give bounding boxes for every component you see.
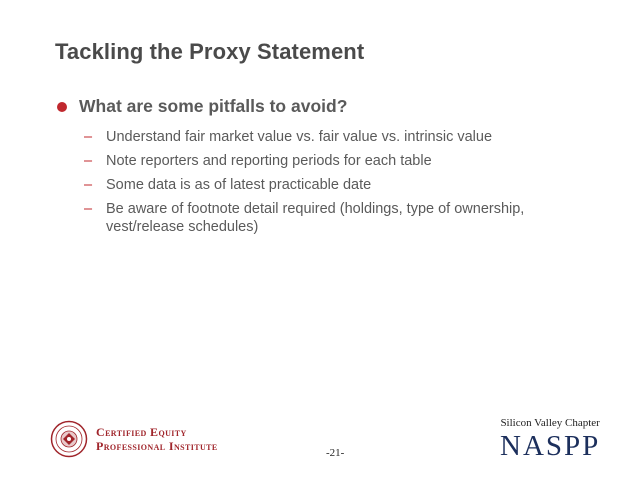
ceppi-logo-line1: Certified Equity	[96, 425, 187, 439]
sub-bullet-text: Be aware of footnote detail required (holdings, type of ownership, vest/release schedules)	[106, 201, 525, 235]
main-bullet	[57, 96, 347, 117]
ceppi-logo-line2: Professional Institute	[96, 439, 218, 453]
sub-bullet-item	[84, 200, 554, 236]
ceppi-seal-icon	[50, 420, 88, 458]
sub-bullet-item	[84, 152, 554, 170]
sub-bullet-text: Note reporters and reporting periods for each table	[106, 153, 432, 169]
dash-icon: –	[84, 177, 93, 193]
dash-icon: –	[84, 129, 93, 145]
sub-bullet-list	[84, 128, 554, 242]
sub-bullet-text: Some data is as of latest practicable date	[106, 177, 372, 193]
naspp-wordmark: NASPP	[500, 430, 601, 462]
slide-title: Tackling the Proxy Statement	[55, 39, 365, 64]
naspp-chapter-label: Silicon Valley Chapter	[500, 417, 600, 429]
ceppi-logo	[50, 420, 218, 458]
page-number: -21-	[326, 447, 345, 459]
sub-bullet-item	[84, 128, 554, 146]
naspp-logo	[500, 417, 600, 461]
circle-bullet-icon	[57, 102, 67, 112]
ceppi-logo-text	[96, 425, 218, 453]
dash-icon: –	[84, 201, 93, 217]
main-bullet-text: What are some pitfalls to avoid?	[79, 96, 348, 116]
sub-bullet-text: Understand fair market value vs. fair value vs. intrinsic value	[106, 129, 493, 145]
sub-bullet-item	[84, 176, 554, 194]
dash-icon: –	[84, 153, 93, 169]
